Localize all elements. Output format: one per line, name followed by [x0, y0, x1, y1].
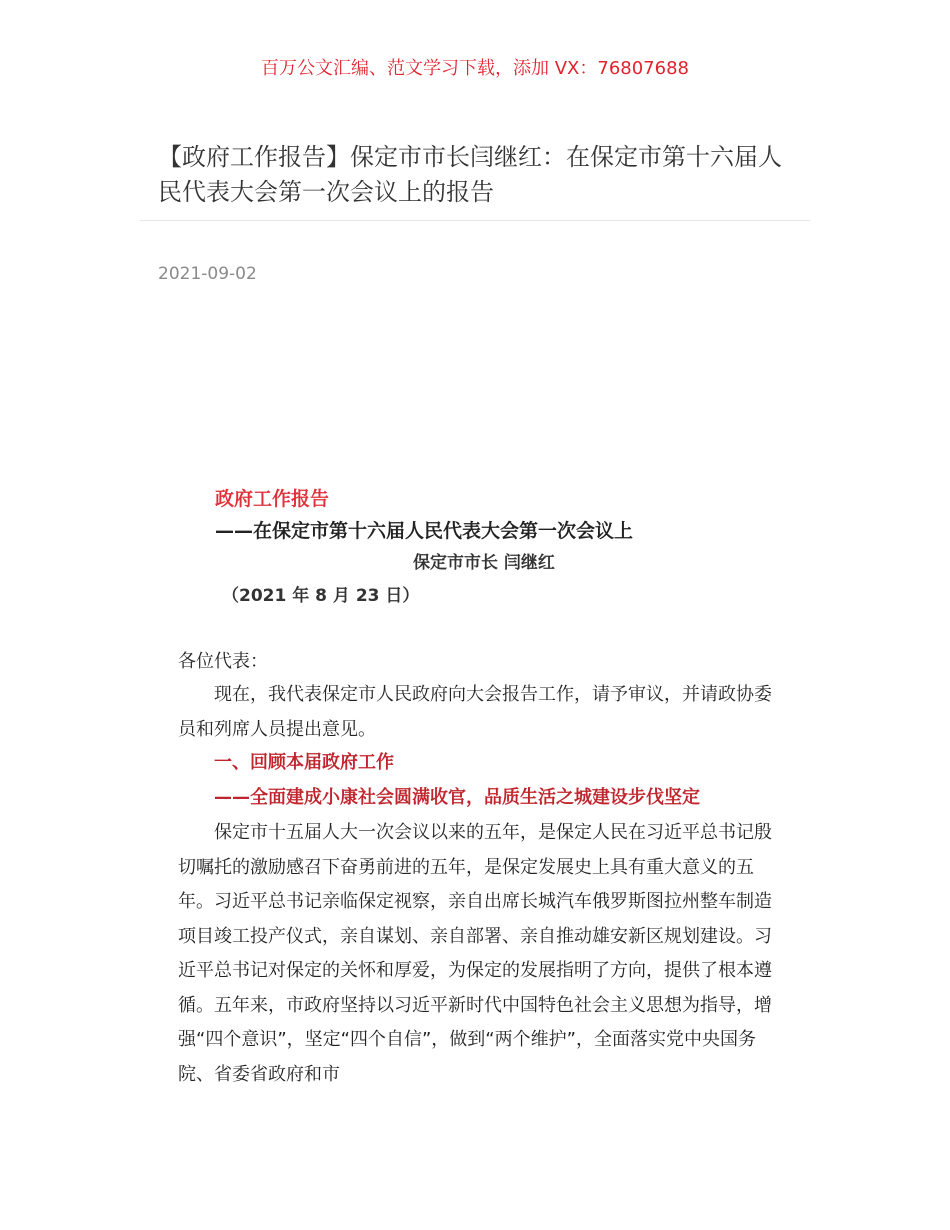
salutation: 各位代表： [178, 651, 268, 672]
report-subheading: ——在保定市第十六届人民代表大会第一次会议上 [215, 520, 634, 542]
section-subheading: ——全面建成小康社会圆满收官，品质生活之城建设步伐坚定 [214, 787, 700, 808]
report-date: （2021 年 8 月 23 日） [222, 586, 420, 606]
paragraph-intro: 现在，我代表保定市人民政府向大会报告工作，请予审议，并请政协委员和列席人员提出意见。 [178, 684, 772, 740]
title-divider [140, 220, 810, 221]
publish-date: 2021-09-02 [158, 264, 257, 284]
article-title: 【政府工作报告】保定市市长闫继红：在保定市第十六届人民代表大会第一次会议上的报告 [158, 143, 782, 206]
promo-banner: 百万公文汇编、范文学习下载，添加 VX：76807688 [261, 58, 689, 79]
report-heading: 政府工作报告 [215, 488, 330, 510]
report-author: 保定市市长 闫继红 [413, 553, 555, 573]
section-heading: 一、回顾本届政府工作 [214, 752, 394, 773]
paragraph-review: 保定市十五届人大一次会议以来的五年，是保定人民在习近平总书记殷切嘱托的激励感召下奋勇前进的五年，是保定发展史上具有重大意义的五年。习近平总书记亲临保定视察，亲自出席长城汽车俄罗斯图拉州整车制造项目竣工投产仪式，亲自谋划、亲自部署、亲自推动雄安新区规划建设。习近平总书记对保定的关怀和厚爱，为保定的发展指明了方向，提供了根本遵循。五年来，市政府坚持以习近平新时代中国特色社会主义思想为指导，增强“四个意识”，坚定“四个自信”，做到“两个维护”，全面落实党中央国务院、省委省政府和市 [178, 822, 772, 1085]
